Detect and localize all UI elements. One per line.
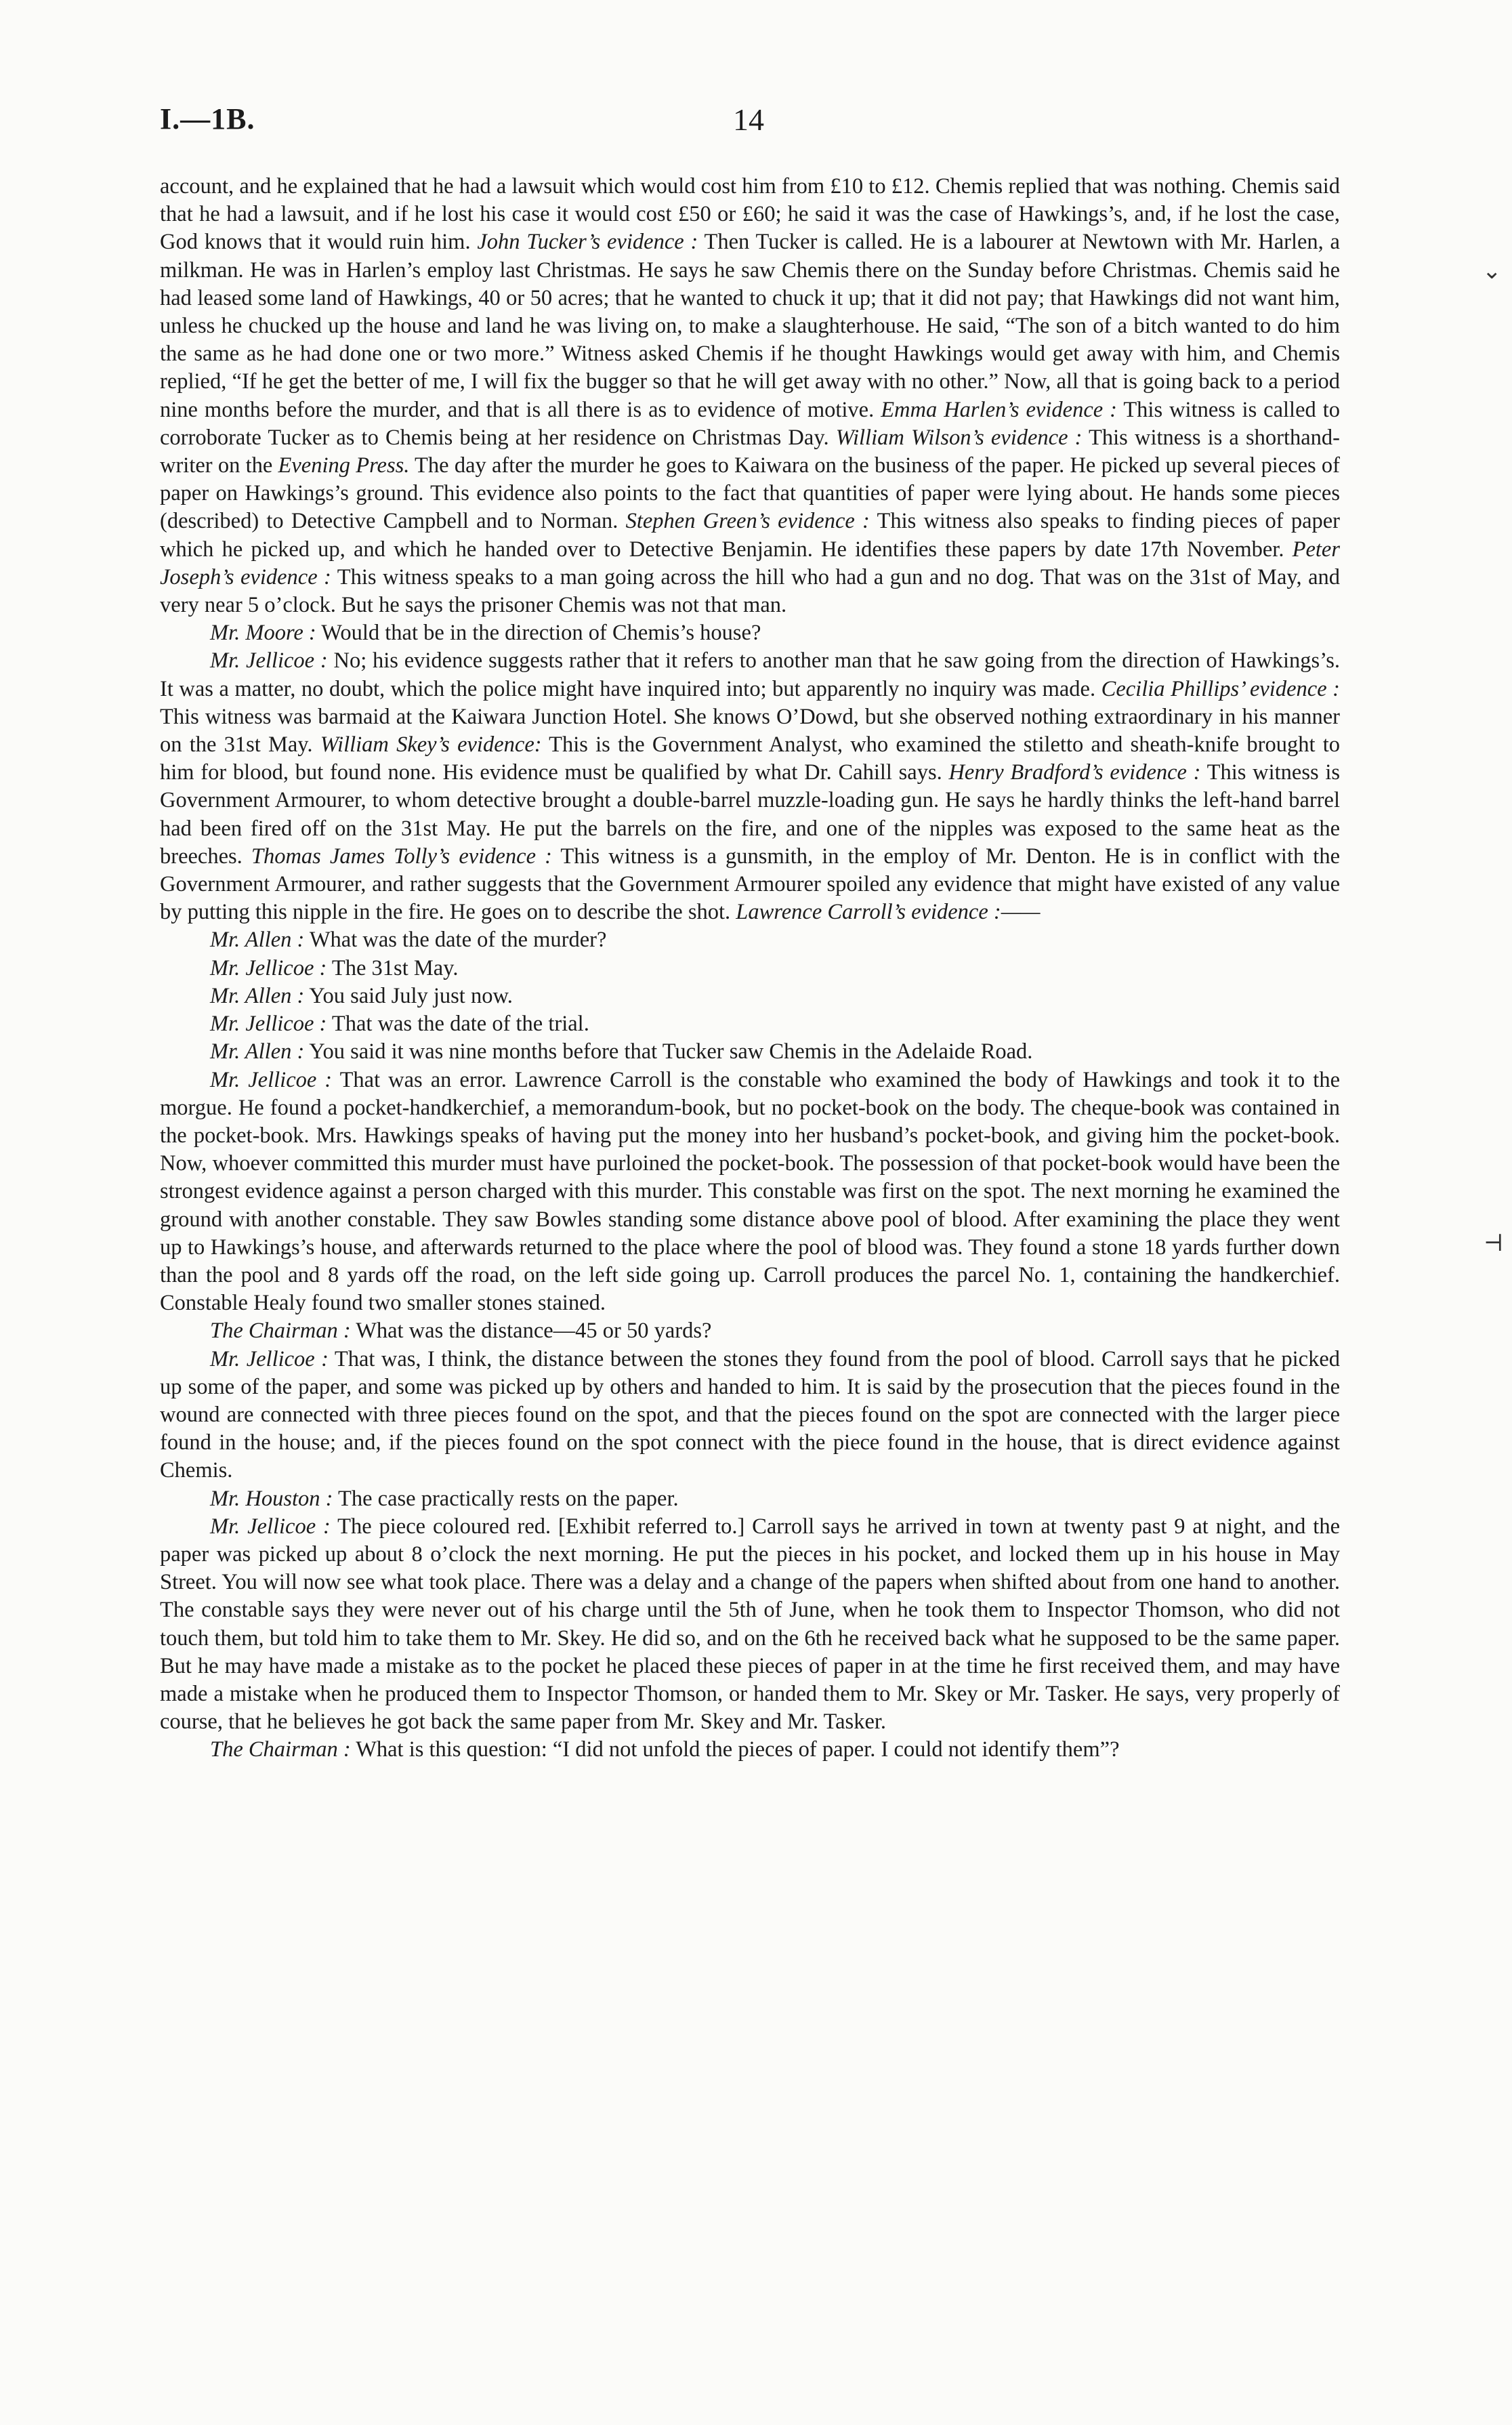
speaker-or-heading: Henry Bradford’s evidence : bbox=[948, 760, 1201, 785]
text-run: You said July just now. bbox=[304, 983, 513, 1008]
paragraph bbox=[160, 173, 1340, 619]
paragraph bbox=[160, 1066, 1340, 1318]
speaker-or-heading: Cecilia Phillips’ evidence : bbox=[1101, 676, 1340, 701]
speaker-or-heading: Mr. Allen : bbox=[210, 983, 305, 1008]
speaker-or-heading: Thomas James Tolly’s evidence : bbox=[251, 844, 552, 869]
page-number: 14 bbox=[733, 102, 764, 137]
text-run: What was the distance—45 or 50 yards? bbox=[350, 1319, 712, 1344]
document-reference: I.—1B. bbox=[160, 102, 255, 136]
text-run: This is the Government Analyst, who examined the stiletto and sheath-knife brought to him for blood, but found none. His evidence must be qualified by what Dr. Cahill says. bbox=[160, 732, 1340, 785]
paragraph bbox=[160, 926, 1340, 954]
text-run: Would that be in the direction of Chemis’s house? bbox=[316, 621, 761, 646]
paragraph bbox=[160, 1038, 1340, 1066]
margin-mark-icon: ⊣ bbox=[1484, 1231, 1504, 1256]
text-run: That was the date of the trial. bbox=[327, 1012, 589, 1037]
paragraph bbox=[160, 1346, 1340, 1485]
text-run: account, and he explained that he had a lawsuit which would cost him from £10 to £12. Chemis replied that was nothing. Chemis said that he had a lawsuit, and if he lost his case it would cost £50 or £60; he said it was the case of Hawkings’s, and, if he lost the case, God knows that it would ruin him. bbox=[160, 174, 1340, 255]
text-run: What is this question: “I did not unfold the pieces of paper. I could not identify them”? bbox=[350, 1737, 1120, 1762]
speaker-or-heading: Mr. Jellicoe : bbox=[210, 648, 328, 673]
text-run: What was the date of the murder? bbox=[304, 928, 607, 953]
speaker-or-heading: Mr. Jellicoe : bbox=[210, 1514, 331, 1539]
text-run: This witness is called to corroborate Tucker as to Chemis being at her residence on Christmas Day. bbox=[160, 397, 1341, 450]
text-run: No; his evidence suggests rather that it refers to another man that he saw going from the direction of Hawkings’s. It was a matter, no doubt, which the police might have inquired into; but apparently no inquiry was made. bbox=[160, 648, 1340, 701]
speaker-or-heading: Evening Press. bbox=[278, 453, 410, 478]
speaker-or-heading: William Skey’s evidence: bbox=[320, 732, 542, 758]
text-run: This witness was barmaid at the Kaiwara Junction Hotel. She knows O’Dowd, but she observed nothing extraordinary in his manner on the 31st May. bbox=[160, 704, 1340, 758]
speaker-or-heading: Mr. Houston : bbox=[210, 1486, 333, 1511]
paragraph bbox=[160, 1736, 1340, 1764]
body-text bbox=[160, 173, 1340, 1764]
text-run: This witness is a shorthand-writer on the bbox=[160, 425, 1340, 478]
paragraph bbox=[160, 1010, 1340, 1038]
speaker-or-heading: The Chairman : bbox=[210, 1319, 351, 1344]
paragraph bbox=[160, 1513, 1340, 1737]
speaker-or-heading: Mr. Moore : bbox=[210, 621, 316, 646]
text-run: This witness is Government Armourer, to whom detective brought a double-barrel muzzle-loading gun. He says he hardly thinks the left-hand barrel had been fired off on the 31st May. He put the barrels on the fire, and one of the nipples was exposed to the same heat as the breeches. bbox=[160, 760, 1341, 869]
text-run: This witness also speaks to finding pieces of paper which he picked up, and which he handed over to Detective Benjamin. He identifies these papers by date 17th November. bbox=[160, 509, 1340, 562]
speaker-or-heading: Peter Joseph’s evidence : bbox=[160, 537, 1340, 589]
text-run: Then Tucker is called. He is a labourer at Newtown with Mr. Harlen, a milkman. He was in Harlen’s employ last Christmas. He says he saw Chemis there on the Sunday before Christmas. Chemis said he had leased some land of Hawkings, 40 or 50 acres; that he wanted to chuck it up; that it did not pay; that Hawkings did not want him, unless he chucked up the house and land he was living on, to make a slaughterhouse. He said, “The son of a bitch wanted to do him the same as he had done one or two more.” Witness asked Chemis if he thought Hawkings would get away with him, and Chemis replied, “If he get the better of me, I will fix the bugger so that he will get away with no other.” Now, all that is going back to a period nine months before the murder, and that is all there is as to evidence of motive. bbox=[160, 230, 1340, 422]
speaker-or-heading: John Tucker’s evidence : bbox=[477, 230, 698, 255]
text-run: That was an error. Lawrence Carroll is the constable who examined the body of Hawkings and took it to the morgue. He found a pocket-handkerchief, a memorandum-book, but no pocket-book on the body. The cheque-book was contained in the pocket-book. Mrs. Hawkings speaks of having put the money into her husband’s pocket-book, and giving him the pocket-book. Now, whoever committed this murder must have purloined the pocket-book. The possession of that pocket-book would have been the strongest evidence against a person charged with this murder. This constable was first on the spot. The next morning he examined the ground with another constable. They saw Bowles standing some distance above pool of blood. After examining the place they went up to Hawkings’s house, and afterwards returned to the place where the pool of blood was. They found a stone 18 yards further down than the pool and 8 yards off the road, on the left side going up. Carroll produces the parcel No. 1, containing the handkerchief. Constable Healy found two smaller stones stained. bbox=[160, 1067, 1340, 1316]
page-header bbox=[0, 102, 1512, 156]
speaker-or-heading: Mr. Jellicoe : bbox=[210, 955, 327, 980]
speaker-or-heading: Stephen Green’s evidence : bbox=[625, 509, 870, 534]
text-run: The 31st May. bbox=[327, 955, 459, 980]
paragraph bbox=[160, 647, 1340, 926]
paragraph bbox=[160, 1485, 1340, 1513]
text-run: This witness is a gunsmith, in the employ of Mr. Denton. He is in conflict with the Government Armourer, and rather suggests that the Government Armourer spoiled any evidence that might have existed of any value by putting this nipple in the fire. He goes on to describe the shot. bbox=[160, 844, 1340, 925]
text-run: That was, I think, the distance between the stones they found from the pool of blood. Carroll says that he picked up some of the paper, and some was picked up by others and handed to him. It is said by the prosecution that the pieces found in the wound are connected with three pieces found on the spot, and that the pieces found on the spot are connected with the larger piece found in the house; and, if the pieces found on the spot connect with the piece found in the house, that is direct evidence against Chemis. bbox=[160, 1346, 1341, 1483]
speaker-or-heading: Mr. Jellicoe : bbox=[210, 1012, 327, 1037]
speaker-or-heading: Mr. Allen : bbox=[210, 1039, 305, 1064]
text-run: This witness speaks to a man going across the hill who had a gun and no dog. That was on the 31st of May, and very near 5 o’clock. But he says the prisoner Chemis was not that man. bbox=[160, 564, 1340, 618]
paragraph bbox=[160, 619, 1340, 647]
text-run: The day after the murder he goes to Kaiwara on the business of the paper. He picked up several pieces of paper on Hawkings’s ground. This evidence also points to the fact that quantities of paper were lying about. He hands some pieces (described) to Detective Campbell and to Norman. bbox=[160, 453, 1340, 534]
speaker-or-heading: Mr. Jellicoe : bbox=[210, 1067, 333, 1092]
speaker-or-heading: The Chairman : bbox=[210, 1737, 351, 1762]
paragraph bbox=[160, 1317, 1340, 1345]
speaker-or-heading: William Wilson’s evidence : bbox=[835, 425, 1083, 450]
paragraph bbox=[160, 955, 1340, 982]
speaker-or-heading: Mr. Allen : bbox=[210, 928, 305, 953]
paragraph bbox=[160, 982, 1340, 1010]
text-run: The piece coloured red. [Exhibit referred to.] Carroll says he arrived in town at twenty past 9 at night, and the paper was picked up about 8 o’clock the next morning. He put the pieces in his pocket, and locked them up in his house in May Street. You will now see what took place. There was a delay and a change of the papers when shifted about from one hand to another. The constable says they were never out of his charge until the 5th of June, when he took them to Inspector Thomson, who did not touch them, but told him to take them to Mr. Skey. He did so, and on the 6th he received back what he supposed to be the same paper. But he may have made a mistake as to the pocket he placed these pieces of paper in at the time he first received them, and may have made a mistake when he produced them to Inspector Thomson, or handed them to Mr. Skey or Mr. Tasker. He says, very properly of course, that he believes he got back the same paper from Mr. Skey and Mr. Tasker. bbox=[160, 1514, 1340, 1735]
speaker-or-heading: Emma Harlen’s evidence : bbox=[881, 397, 1117, 422]
text-run: The case practically rests on the paper. bbox=[333, 1486, 679, 1511]
margin-mark-icon: ⌄ bbox=[1482, 259, 1502, 284]
text-run: You said it was nine months before that Tucker saw Chemis in the Adelaide Road. bbox=[304, 1039, 1033, 1064]
speaker-or-heading: Lawrence Carroll’s evidence :—— bbox=[736, 900, 1041, 925]
speaker-or-heading: Mr. Jellicoe : bbox=[210, 1346, 329, 1371]
